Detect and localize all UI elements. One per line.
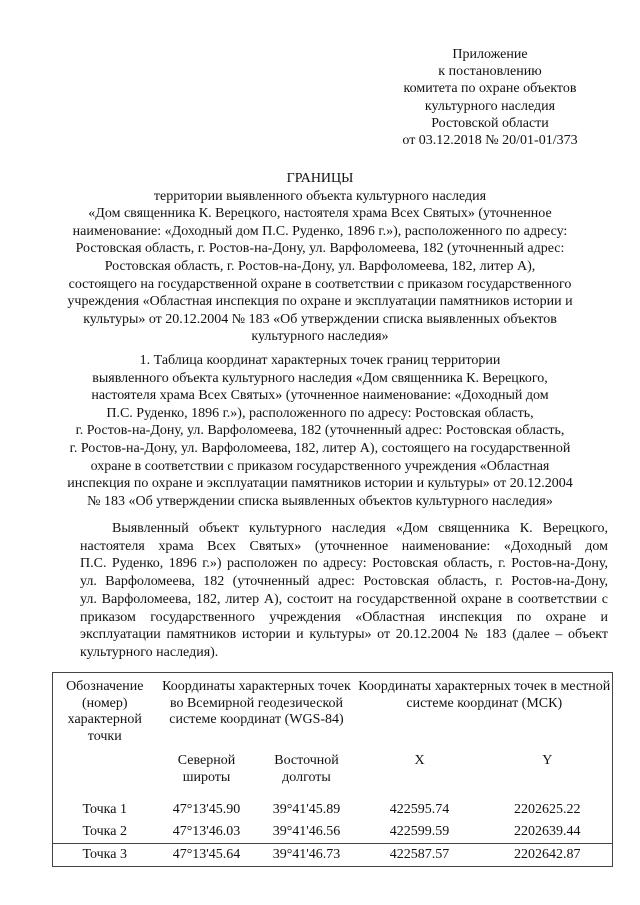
- title-line: культурного наследия»: [251, 329, 389, 345]
- body-paragraph: [80, 520, 608, 662]
- section-heading-line: № 183 «Об утверждении списка выявленных объектов культурного наследия»: [87, 493, 553, 509]
- title-line: Ростовская область, г. Ростов-на-Дону, ул. Варфоломеева, 182 (уточненный адрес:: [75, 241, 565, 257]
- cell-y: 2202639.44: [483, 821, 613, 844]
- cell-y: 2202625.22: [483, 799, 613, 821]
- title-line: Ростовская область, г. Ростов-на-Дону, ул. Варфоломеева, 182, литер А),: [104, 258, 536, 274]
- cell-latitude: 47°13'46.03: [172, 823, 241, 839]
- cell-latitude: 47°13'45.90: [172, 801, 241, 817]
- cell-latitude: 47°13'45.64: [157, 844, 257, 867]
- section-heading-line: охране в соответствии с приказом государственного учреждения «Областная: [90, 458, 550, 474]
- section-heading-line: выявленного объекта культурного наследия «Дом священника К. Верецкого,: [92, 370, 548, 386]
- paragraph-line: П.С. Руденко, 1896 г.») расположен по адресу: Ростовская область, г. Ростов-на-Дону,: [80, 556, 608, 572]
- header-msk: Координаты характерных точек в местной системе координат (МСК): [357, 673, 613, 748]
- appendix-line: культурного наследия: [424, 98, 556, 114]
- cell-longitude: 39°41'46.56: [272, 823, 341, 839]
- appendix-line: комитета по охране объектов: [403, 81, 577, 97]
- paragraph-line: приказом государственного учреждения «Областная инспекция по охране и: [80, 609, 608, 625]
- appendix-line: к постановлению: [438, 64, 542, 80]
- title-line: учреждения «Областная инспекция по охране и эксплуатации памятников истории и: [67, 294, 573, 310]
- title-line: «Дом священника К. Верецкого, настоятеля храма Всех Святых» (уточненное: [88, 206, 552, 222]
- appendix-line: от 03.12.2018 № 20/01-01/373: [402, 133, 578, 149]
- section-heading: [40, 352, 600, 510]
- cell-point: Точка 2: [53, 821, 157, 844]
- cell-x: 422599.59: [389, 823, 450, 839]
- section-heading-line: г. Ростов-на-Дону, ул. Варфоломеева, 182, литер А), состоящего на государственной: [69, 440, 571, 456]
- section-heading-line: П.С. Руденко, 1896 г.»), расположенного по адресу: Ростовская область,: [106, 405, 534, 421]
- cell-longitude: 39°41'46.73: [257, 844, 357, 867]
- cell-longitude: 39°41'45.89: [272, 801, 341, 817]
- appendix-line: Ростовской области: [431, 115, 549, 131]
- table-row: [53, 799, 613, 821]
- title-line: территории выявленного объекта культурного наследия: [153, 188, 487, 204]
- coordinates-table: [52, 672, 613, 867]
- paragraph-line: настоятеля храма Всех Святых» (уточненное наименование: «Доходный дом: [80, 538, 608, 554]
- title-heading: ГРАНИЦЫ: [286, 171, 354, 186]
- table-row: [53, 844, 613, 867]
- document-title: [40, 170, 600, 346]
- header-point: Обозначение (номер) характерной точки: [53, 673, 157, 800]
- title-line: наименование: «Доходный дом П.С. Руденко, 1896 г.»), расположенного по адресу:: [72, 223, 568, 239]
- paragraph-line: ул. Варфоломеева, 182, литер А), состоит на государственной охране в соответствии с: [80, 591, 608, 607]
- table-row: [53, 821, 613, 844]
- header-latitude: Северной широты: [177, 753, 236, 785]
- header-longitude: Восточной долготы: [274, 753, 339, 785]
- header-x: X: [414, 753, 425, 768]
- section-heading-line: г. Ростов-на-Дону, ул. Варфоломеева, 182 (уточненный адрес: Ростовская область,: [75, 423, 565, 439]
- section-heading-line: настоятеля храма Всех Святых» (уточненное наименование: «Доходный дом: [91, 388, 549, 404]
- header-wgs: Координаты характерных точек во Всемирной геодезической системе координат (WGS-84): [157, 673, 357, 748]
- section-heading-line: инспекция по охране и эксплуатации памятников истории и культуры» от 20.12.2004: [67, 476, 573, 492]
- appendix-line: Приложение: [452, 47, 528, 62]
- paragraph-line: Выявленный объект культурного наследия «Дом священника К. Верецкого,: [112, 521, 608, 536]
- paragraph-line: ул. Варфоломеева, 182 (уточненный адрес: Ростовская область, г. Ростов-на-Дону,: [80, 574, 608, 590]
- cell-x: 422587.57: [357, 844, 483, 867]
- cell-point: Точка 3: [53, 844, 157, 867]
- section-heading-line: 1. Таблица координат характерных точек границ территории: [139, 353, 501, 368]
- cell-x: 422595.74: [389, 801, 450, 817]
- header-y: Y: [483, 747, 613, 799]
- cell-point: Точка 1: [53, 799, 157, 821]
- appendix-block: [370, 46, 610, 149]
- paragraph-line: эксплуатации памятников истории и культуры» от 20.12.2004 № 183 (далее – объект: [80, 627, 608, 643]
- paragraph-line: культурного наследия).: [80, 644, 219, 660]
- title-line: культуры» от 20.12.2004 № 183 «Об утверждении списка выявленных объектов: [83, 311, 557, 327]
- cell-y: 2202642.87: [483, 844, 613, 867]
- title-line: состоящего на государственной охране в соответствии с приказом государственного: [68, 276, 572, 292]
